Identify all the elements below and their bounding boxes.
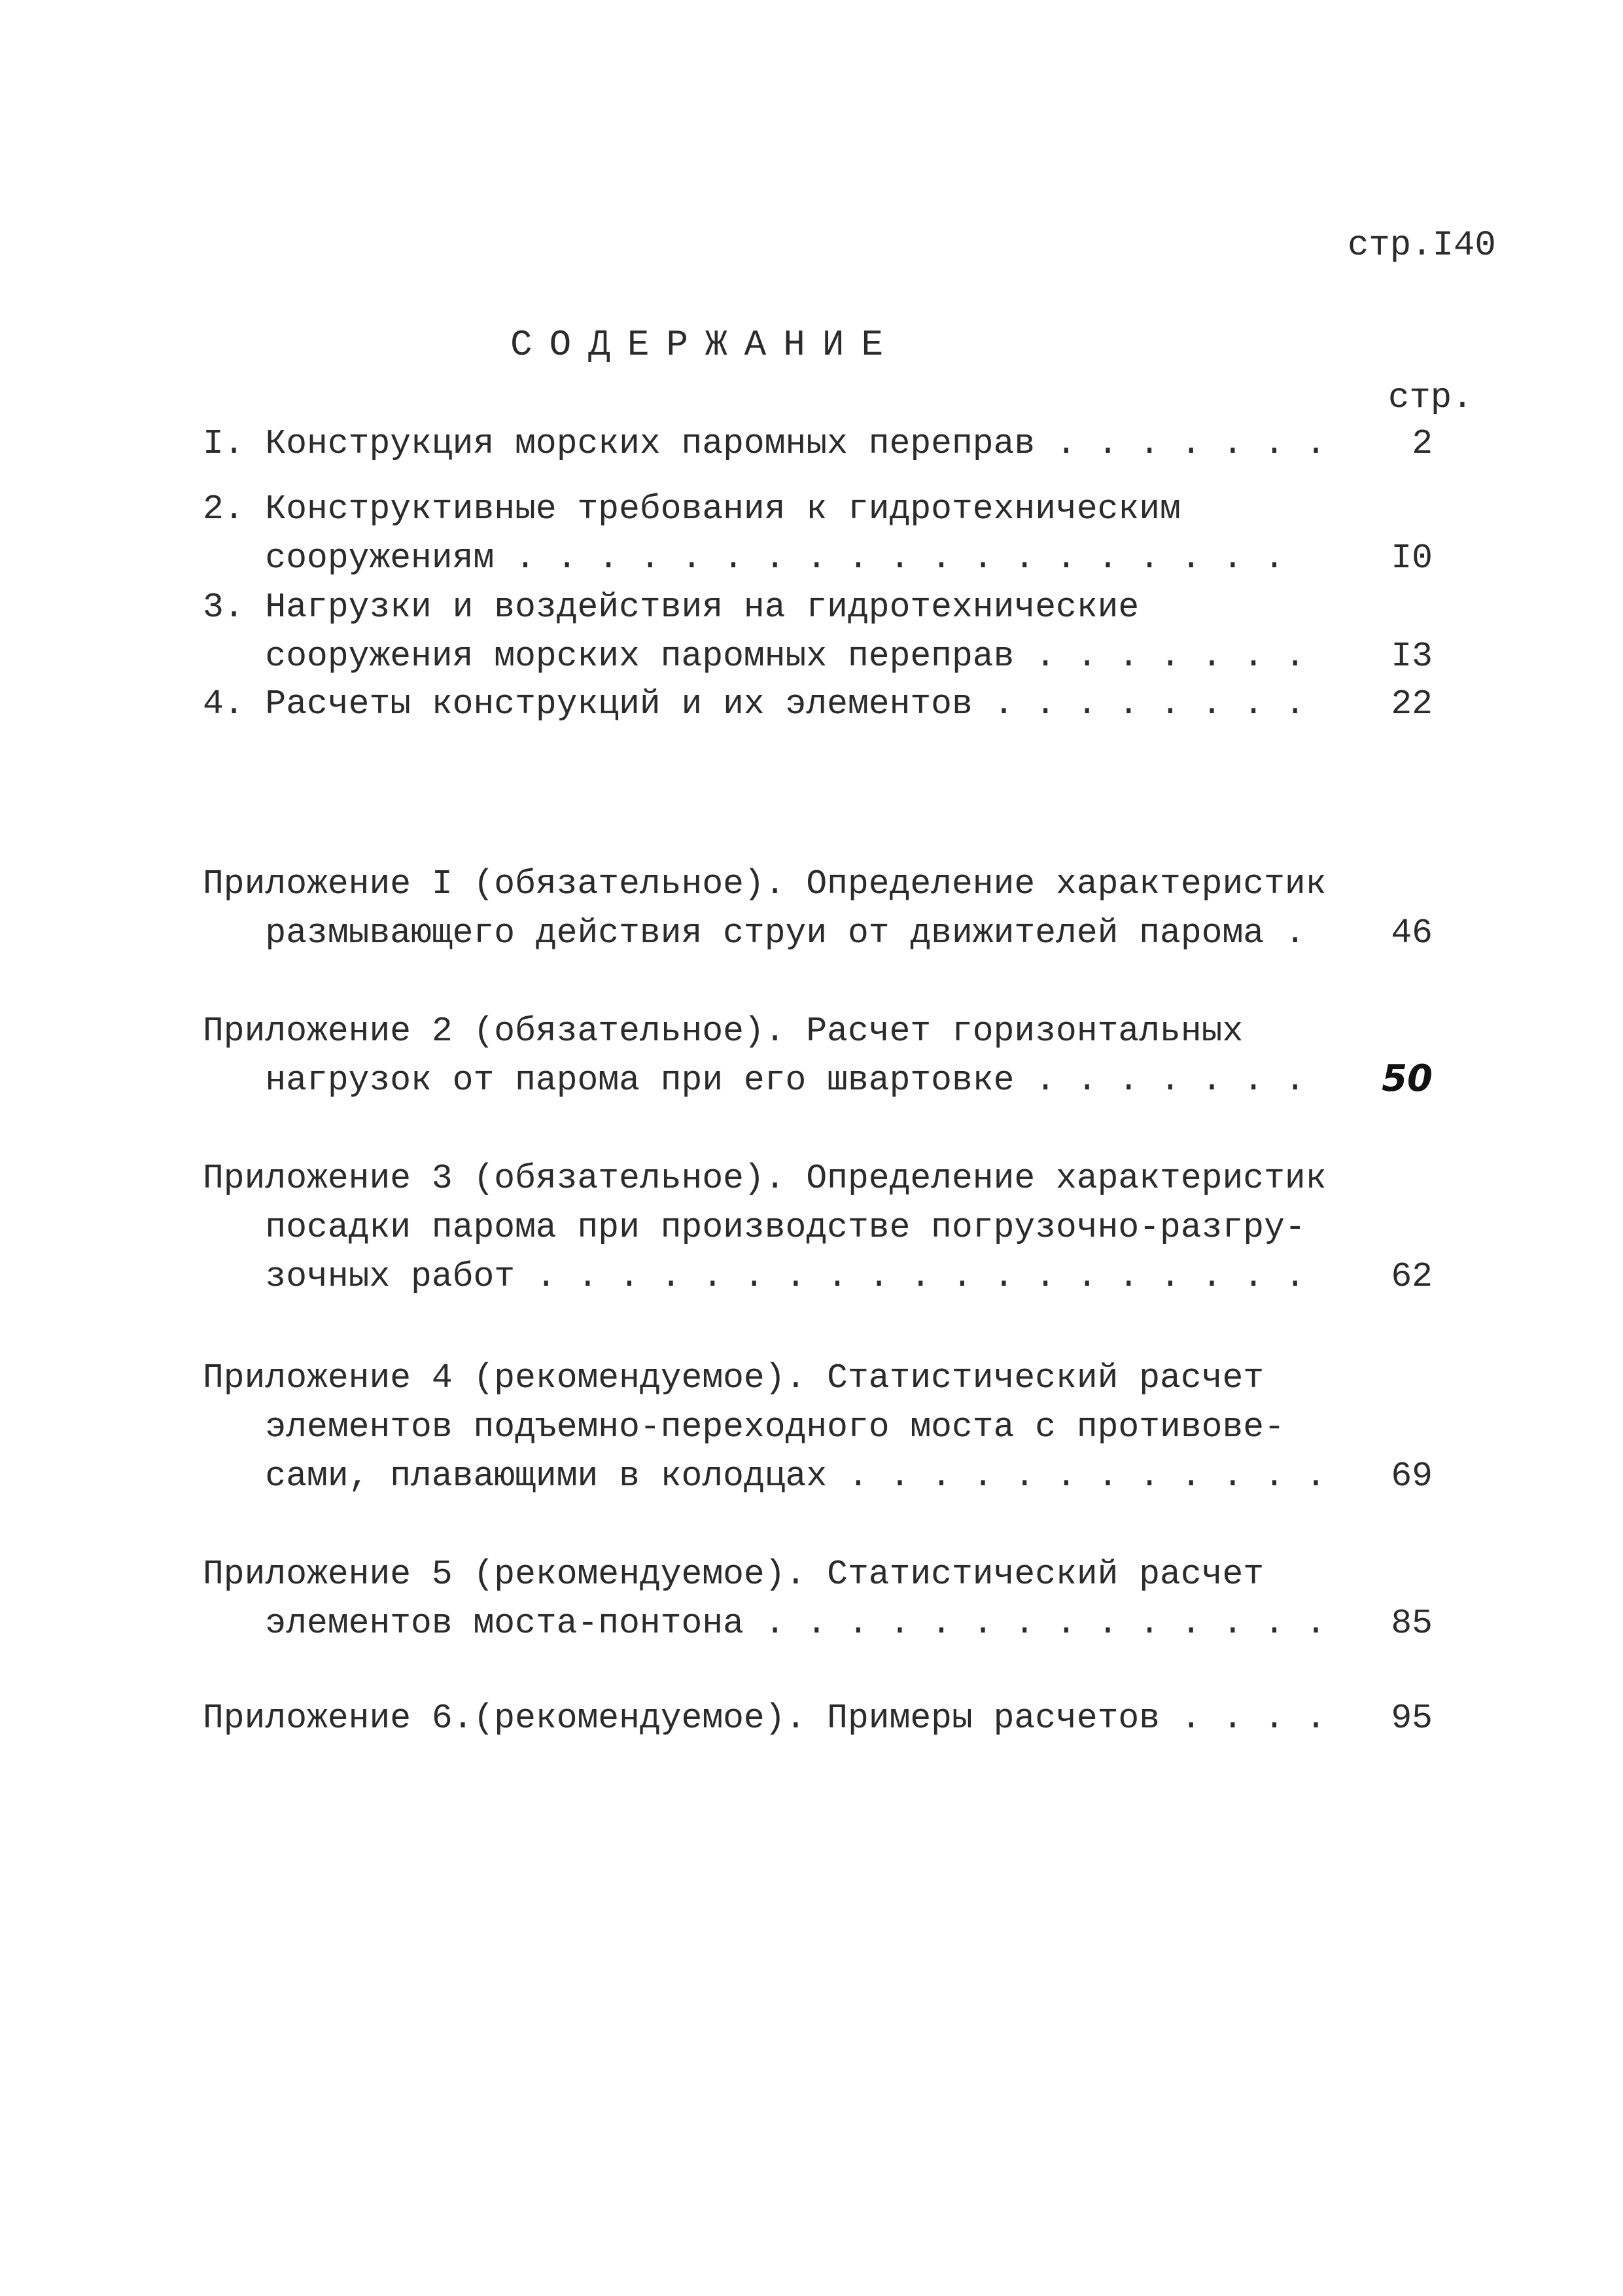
appendice-line: элементов подъемно-переходного моста с противове-	[203, 1407, 1285, 1447]
appendice-line: посадки парома при производстве погрузочно-разгру-	[203, 1208, 1306, 1247]
appendice-line: Приложение 2 (обязательное). Расчет горизонтальных	[203, 1012, 1244, 1051]
section-page-number: I3	[1391, 637, 1433, 676]
section-line: 4. Расчеты конструкций и их элементов . . . . . . . .	[203, 684, 1306, 724]
section-line: 2. Конструктивные требования к гидротехническим	[203, 489, 1181, 529]
appendice-page-number: 85	[1391, 1604, 1433, 1643]
appendice-line: Приложение 4 (рекомендуемое). Статистический расчет	[203, 1358, 1265, 1398]
appendice-page-number: 95	[1391, 1699, 1433, 1738]
appendice-page-number: 62	[1391, 1257, 1433, 1296]
appendice-page-number: 46	[1391, 913, 1433, 953]
appendice-line: Приложение 5 (рекомендуемое). Статистический расчет	[203, 1555, 1265, 1594]
section-line: сооружения морских паромных переправ . . . . . . .	[203, 637, 1306, 676]
page-column-label: стр.	[1388, 378, 1473, 418]
section-line: 3. Нагрузки и воздействия на гидротехнические	[203, 588, 1140, 627]
page-title: СОДЕРЖАНИЕ	[510, 324, 901, 366]
appendice-line: Приложение 3 (обязательное). Определение характеристик	[203, 1159, 1327, 1198]
appendice-page-number: 50	[1382, 1057, 1433, 1100]
page-number: стр.I40	[1348, 226, 1496, 266]
section-line: I. Конструкция морских паромных переправ . . . . . . .	[203, 424, 1327, 463]
appendice-line: Приложение 6.(рекомендуемое). Примеры расчетов . . . .	[203, 1699, 1327, 1738]
section-line: сооружениям . . . . . . . . . . . . . . . . . . .	[203, 539, 1285, 578]
section-page-number: I0	[1391, 539, 1433, 578]
section-page-number: 2	[1412, 424, 1433, 463]
appendice-line: размывающего действия струи от движителей парома .	[203, 913, 1306, 953]
appendice-line: нагрузок от парома при его швартовке . . . . . . .	[203, 1061, 1306, 1100]
appendice-line: сами, плавающими в колодцах . . . . . . . . . . . .	[203, 1457, 1327, 1496]
appendice-page-number: 69	[1391, 1457, 1433, 1496]
appendice-line: зочных работ . . . . . . . . . . . . . . . . . . .	[203, 1257, 1306, 1296]
section-page-number: 22	[1391, 684, 1433, 724]
appendice-line: Приложение I (обязательное). Определение характеристик	[203, 864, 1327, 904]
appendice-line: элементов моста-понтона . . . . . . . . . . . . . .	[203, 1604, 1327, 1643]
